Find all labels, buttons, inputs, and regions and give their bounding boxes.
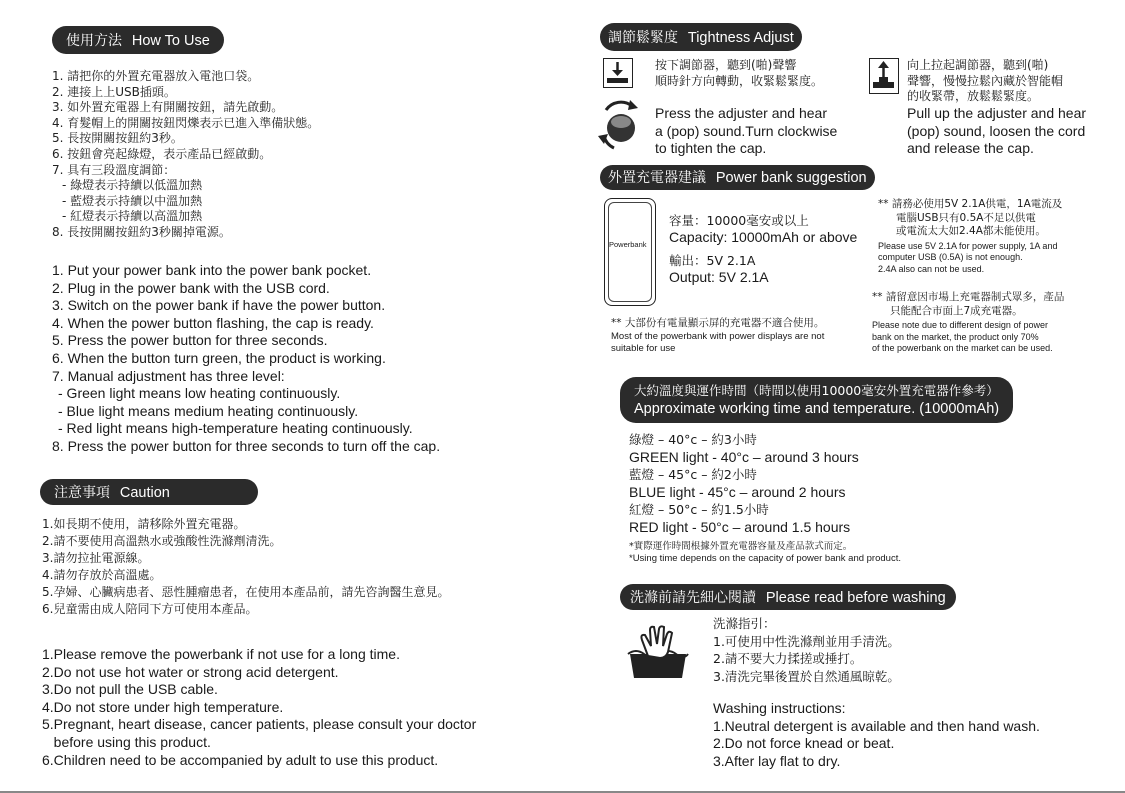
press-instruction-zh	[655, 58, 823, 89]
tightness-title-zh: 調節鬆緊度	[608, 29, 678, 45]
power-bank-title-zh: 外置充電器建議	[608, 169, 706, 185]
text-line: 的收緊帶，放鬆鬆緊度。	[907, 89, 1040, 103]
text-line: Please note due to different design of power	[872, 320, 1048, 330]
text-line: 2.請不要大力揉搓或捶打。	[713, 651, 863, 666]
list-item: 2. Plug in the power bank with the USB cord.	[52, 279, 330, 296]
pull-up-icon	[869, 58, 899, 94]
power-bank-note-right-2	[872, 291, 1064, 355]
text-line: Pull up the adjuster and hear	[907, 105, 1087, 121]
working-time-row: GREEN light - 40°c – around 3 hours	[629, 448, 859, 465]
list-item: 7. Manual adjustment has three level:	[52, 367, 285, 384]
power-bank-specs	[669, 212, 857, 286]
washing-title-en: Please read before washing	[765, 590, 946, 606]
washing-en-lines	[713, 700, 1040, 770]
list-item: 5. Press the power button for three seconds.	[52, 332, 328, 349]
washing-header	[620, 584, 956, 610]
working-time-row: 紅燈 – 50°c – 約1.5小時	[629, 502, 769, 518]
text-line: 只能配合市面上7成充電器。	[890, 304, 1023, 317]
text-line: 聲響，慢慢拉鬆內藏於智能帽	[907, 73, 1064, 88]
washing-zh-lines	[713, 615, 900, 685]
list-item: before using this product.	[42, 733, 211, 750]
list-item: 6. 按鈕會亮起綠燈，表示產品已經啟動。	[52, 146, 272, 161]
text-line: Washing instructions:	[713, 700, 846, 716]
list-item: 3.請勿拉扯電源線。	[42, 551, 150, 565]
powerbank-device-label: Powerbank	[609, 240, 647, 249]
list-item: 1.Please remove the powerbank if not use for a long time.	[42, 646, 400, 662]
text-line: ** 大部份有電量顯示屏的充電器不適合使用。	[611, 317, 825, 329]
list-item: 6. When the button turn green, the product is working.	[52, 349, 386, 366]
text-line: 洗滌指引：	[713, 616, 776, 631]
text-line: Most of the powerbank with power displays are not	[611, 330, 825, 342]
spec-capacity-en: Capacity: 10000mAh or above	[669, 229, 858, 245]
power-bank-note-right-1	[878, 198, 1062, 275]
list-item: 4. When the power button flashing, the cap is ready.	[52, 314, 374, 331]
list-item: 3.Do not pull the USB cable.	[42, 681, 218, 698]
list-item: - 綠燈表示持續以低溫加熱	[62, 178, 203, 193]
text-line: 按下調節器，聽到(啪)聲響	[655, 58, 797, 72]
text-line: 1.可使用中性洗滌劑並用手清洗。	[713, 633, 900, 649]
text-line: of the powerbank on the market can be used.	[872, 343, 1053, 353]
washing-title-zh: 洗滌前請先細心閱讀	[630, 589, 756, 605]
working-time-row: RED light - 50°c – around 1.5 hours	[629, 518, 851, 535]
text-line: Press the adjuster and hear	[655, 105, 827, 121]
working-time-table	[629, 431, 901, 565]
power-bank-header	[600, 165, 875, 190]
powerbank-device-icon	[604, 198, 656, 306]
tightness-header	[600, 23, 802, 51]
list-item: 2.Do not use hot water or strong acid detergent.	[42, 663, 339, 680]
press-instruction-en	[655, 105, 837, 158]
how-to-use-title-en: How To Use	[131, 33, 210, 49]
list-item: 5. 長按開關按鈕約3秒。	[52, 131, 183, 146]
caution-header	[40, 479, 258, 505]
list-item: - 藍燈表示持續以中溫加熱	[62, 193, 203, 208]
text-line: 1.Neutral detergent is available and then hand wash.	[713, 717, 1040, 734]
text-line: suitable for use	[611, 342, 676, 354]
caution-title-en: Caution	[119, 485, 170, 501]
caution-en-list	[42, 646, 476, 769]
list-item: 5.孕婦、心臟病患者、惡性腫瘤患者，在使用本產品前，請先咨詢醫生意見。	[42, 585, 450, 599]
list-item: - Blue light means medium heating continuously.	[58, 402, 359, 419]
list-item: 4.Do not store under high temperature.	[42, 698, 284, 715]
how-to-use-header	[52, 26, 224, 54]
text-line: computer USB (0.5A) is not enough.	[878, 252, 1023, 262]
how-to-use-zh-list	[52, 69, 319, 241]
list-item: 1.如長期不使用，請移除外置充電器。	[42, 517, 246, 531]
working-time-note-zh: *實際運作時間根據外置充電器容量及產品款式而定。	[629, 540, 853, 552]
pull-instruction-zh	[907, 58, 1063, 105]
text-line: 向上拉起調節器，聽到(啪)	[907, 58, 1049, 72]
hand-wash-icon	[626, 624, 690, 685]
list-item: 7. 具有三段溫度調節：	[52, 162, 176, 177]
power-bank-title-en: Power bank suggestion	[715, 170, 867, 186]
working-time-note-en: *Using time depends on the capacity of power bank and product.	[629, 552, 901, 564]
working-time-row: BLUE light - 45°c – around 2 hours	[629, 483, 846, 500]
caution-zh-list	[42, 516, 449, 618]
working-time-title-en: Approximate working time and temperature. (10000mAh)	[634, 401, 1000, 417]
spec-output-zh: 輸出：5V 2.1A	[669, 253, 756, 268]
list-item: 2. 連接上上USB插頭。	[52, 84, 176, 99]
text-line: Please use 5V 2.1A for power supply, 1A and	[878, 240, 1058, 251]
list-item: 6.Children need to be accompanied by adult to use this product.	[42, 751, 439, 768]
text-line: ** 請留意因市場上充電器制式眾多，產品	[872, 291, 1065, 303]
text-line: 或電流太大如2.4A都未能使用。	[896, 225, 1046, 237]
working-time-row: 藍燈 – 45°c – 約2小時	[629, 467, 757, 483]
list-item: 1. 請把你的外置充電器放入電池口袋。	[52, 69, 260, 83]
text-line: a (pop) sound.Turn clockwise	[655, 122, 838, 139]
text-line: 順時針方向轉動，收緊鬆緊度。	[655, 73, 824, 88]
text-line: 電腦USB只有0.5A不足以供電	[896, 211, 1036, 224]
spec-output-en: Output: 5V 2.1A	[669, 269, 769, 285]
working-time-row: 綠燈 – 40°c – 約3小時	[629, 432, 757, 447]
text-line: to tighten the cap.	[655, 140, 767, 156]
text-line: 2.4A also can not be used.	[878, 263, 985, 274]
working-time-header	[620, 377, 1013, 423]
how-to-use-en-list	[52, 262, 440, 456]
text-line: 3.After lay flat to dry.	[713, 752, 841, 769]
text-line: bank on the market, the product only 70%	[872, 331, 1039, 342]
text-line: and release the cap.	[907, 140, 1034, 156]
list-item: 6.兒童需由成人陪同下方可使用本產品。	[42, 602, 258, 616]
list-item: - Red light means high-temperature heating continuously.	[58, 420, 413, 437]
list-item: 1. Put your power bank into the power bank pocket.	[52, 262, 372, 278]
list-item: 5.Pregnant, heart disease, cancer patients, please consult your doctor	[42, 716, 477, 733]
list-item: 2.請不要使用高溫熱水或強酸性洗滌劑清洗。	[42, 534, 282, 548]
press-down-icon	[603, 58, 633, 88]
spec-capacity-zh: 容量：10000毫安或以上	[669, 213, 809, 228]
how-to-use-title-zh: 使用方法	[66, 32, 122, 48]
list-item: 4. 育髮帽上的開關按鈕閃爍表示已進入準備狀態。	[52, 115, 320, 130]
power-bank-note-left	[611, 316, 824, 355]
list-item: 3. Switch on the power bank if have the power button.	[52, 297, 386, 314]
pull-instruction-en	[907, 105, 1086, 158]
text-line: 2.Do not force knead or beat.	[713, 735, 895, 752]
text-line: (pop) sound, loosen the cord	[907, 122, 1086, 139]
rotate-clockwise-icon	[596, 96, 646, 161]
list-item: - Green light means low heating continuously.	[58, 385, 341, 402]
tightness-title-en: Tightness Adjust	[687, 30, 794, 46]
list-item: 3. 如外置充電器上有開關按鈕，請先啟動。	[52, 100, 284, 115]
working-time-title-zh: 大約溫度與運作時間（時間以使用10000毫安外置充電器作參考）	[634, 383, 999, 398]
text-line: 3.清洗完畢後置於自然通風晾乾。	[713, 668, 900, 684]
list-item: - 紅燈表示持續以高溫加熱	[62, 209, 203, 224]
caution-title-zh: 注意事項	[54, 484, 110, 500]
list-item: 8. 長按開關按鈕約3秒關掉電源。	[52, 224, 231, 239]
text-line: ** 請務必使用5V 2.1A供電，1A電流及	[878, 198, 1063, 210]
list-item: 8. Press the power button for three seconds to turn off the cap.	[52, 437, 441, 454]
list-item: 4.請勿存放於高溫處。	[42, 568, 162, 582]
